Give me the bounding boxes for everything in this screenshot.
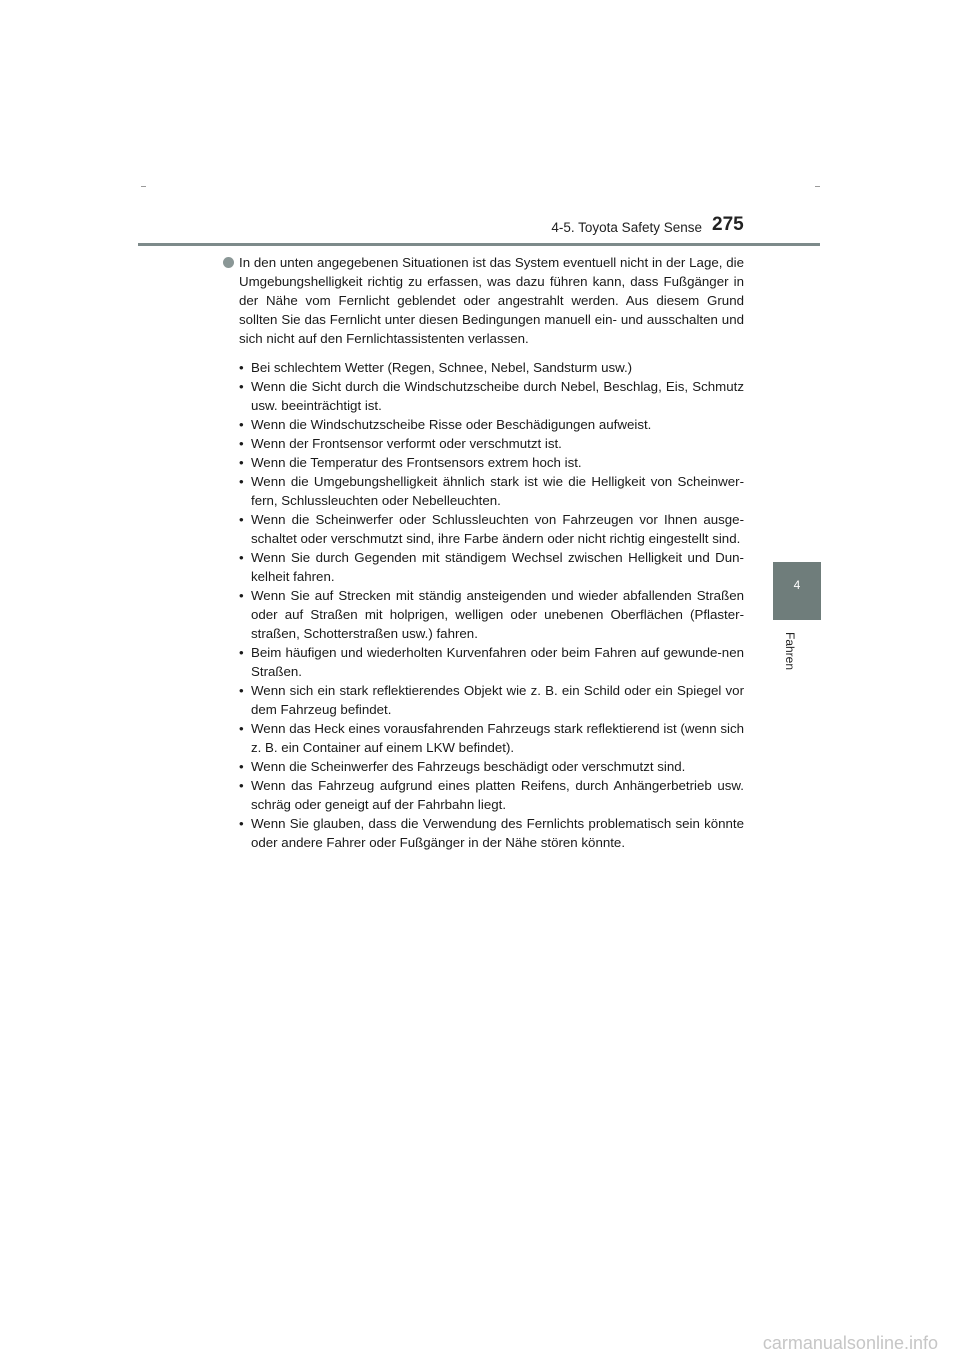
bullet-icon: • [239,436,244,451]
bullet-icon: • [239,778,244,793]
lead-paragraph [222,253,744,348]
list-item: • Wenn die Windschutzscheibe Risse oder Beschädigungen aufweist. [239,417,652,432]
list-item: • Wenn der Frontsensor verformt oder verschmutzt ist. [239,436,562,451]
main-content [222,253,744,852]
list-item: • Wenn die Scheinwerfer oder Schlussleuchten von Fahrzeugen vor Ihnen ausge-schaltet oder verschmutzt sind, ihre Farbe ändern oder nicht richtig eingestellt sind. [239,512,744,546]
list-item: • Bei schlechtem Wetter (Regen, Schnee, Nebel, Sandsturm usw.) [239,360,633,375]
lead-text: In den unten angegebenen Situationen ist das System eventuell nicht in der Lage, die Umgebungshelligkeit richtig zu erfassen, was dazu führen kann, dass Fußgänger in der Nähe vom Fernlicht geblendet oder angestrahlt werden. Aus diesem Grund sollten Sie das Fernlicht unter diesen Bedingungen manuell ein- und ausschalten und sich nicht auf den Fernlichtassistenten verlassen. [239,255,744,346]
watermark: carmanualsonline.info [762,1333,938,1353]
page-number: 275 [712,214,744,235]
list-item: • Wenn die Temperatur des Frontsensors extrem hoch ist. [239,455,582,470]
crop-mark-left [141,186,146,187]
bullet-icon: • [239,588,244,603]
bullet-icon: • [239,721,244,736]
list-item: • Wenn sich ein stark reflektierendes Objekt wie z. B. ein Schild oder ein Spiegel vor dem Fahrzeug befindet. [239,683,744,717]
list-item: • Wenn Sie durch Gegenden mit ständigem Wechsel zwischen Helligkeit und Dun-kelheit fahren. [239,550,744,584]
circle-bullet-icon [223,257,234,268]
list-item: • Wenn die Umgebungshelligkeit ähnlich stark ist wie die Helligkeit von Scheinwer-fern, Schlussleuchten oder Nebelleuchten. [239,474,744,508]
bullet-icon: • [239,645,244,660]
chapter-number: 4 [793,578,801,592]
list-item: • Wenn die Sicht durch die Windschutzscheibe durch Nebel, Beschlag, Eis, Schmutz usw. beeinträchtigt ist. [239,379,744,413]
header-rule [138,243,820,246]
chapter-label: Fahren [783,632,797,671]
bullet-icon: • [239,474,244,489]
list-item: • Wenn die Scheinwerfer des Fahrzeugs beschädigt oder verschmutzt sind. [239,759,686,774]
list-item: • Wenn Sie glauben, dass die Verwendung des Fernlichts problematisch sein könnte oder andere Fahrer oder Fußgänger in der Nähe stören könnte. [239,816,744,850]
bullet-icon: • [239,417,244,432]
list-item: • Beim häufigen und wiederholten Kurvenfahren oder beim Fahren auf gewunde-nen Straßen. [239,645,744,679]
crop-mark-right [815,186,820,187]
bullet-icon: • [239,550,244,565]
bullet-icon: • [239,683,244,698]
list-item: • Wenn Sie auf Strecken mit ständig ansteigenden und wieder abfallenden Straßen oder auf Straßen mit holprigen, welligen oder unebenen Oberflächen (Pflaster-straßen, Schotterstraßen usw.) fahren. [239,588,744,641]
bullet-icon: • [239,816,244,831]
bullet-icon: • [239,455,244,470]
bullet-icon: • [239,360,244,375]
section-title: 4-5. Toyota Safety Sense [551,220,702,235]
list-item: • Wenn das Fahrzeug aufgrund eines platten Reifens, durch Anhängerbetrieb usw. schräg oder geneigt auf der Fahrbahn liegt. [239,778,744,812]
bullet-icon: • [239,759,244,774]
bullet-icon: • [239,379,244,394]
bullet-icon: • [239,512,244,527]
condition-list [239,358,744,852]
list-item: • Wenn das Heck eines vorausfahrenden Fahrzeugs stark reflektierend ist (wenn sich z. B. ein Container auf einem LKW befindet). [239,721,744,755]
